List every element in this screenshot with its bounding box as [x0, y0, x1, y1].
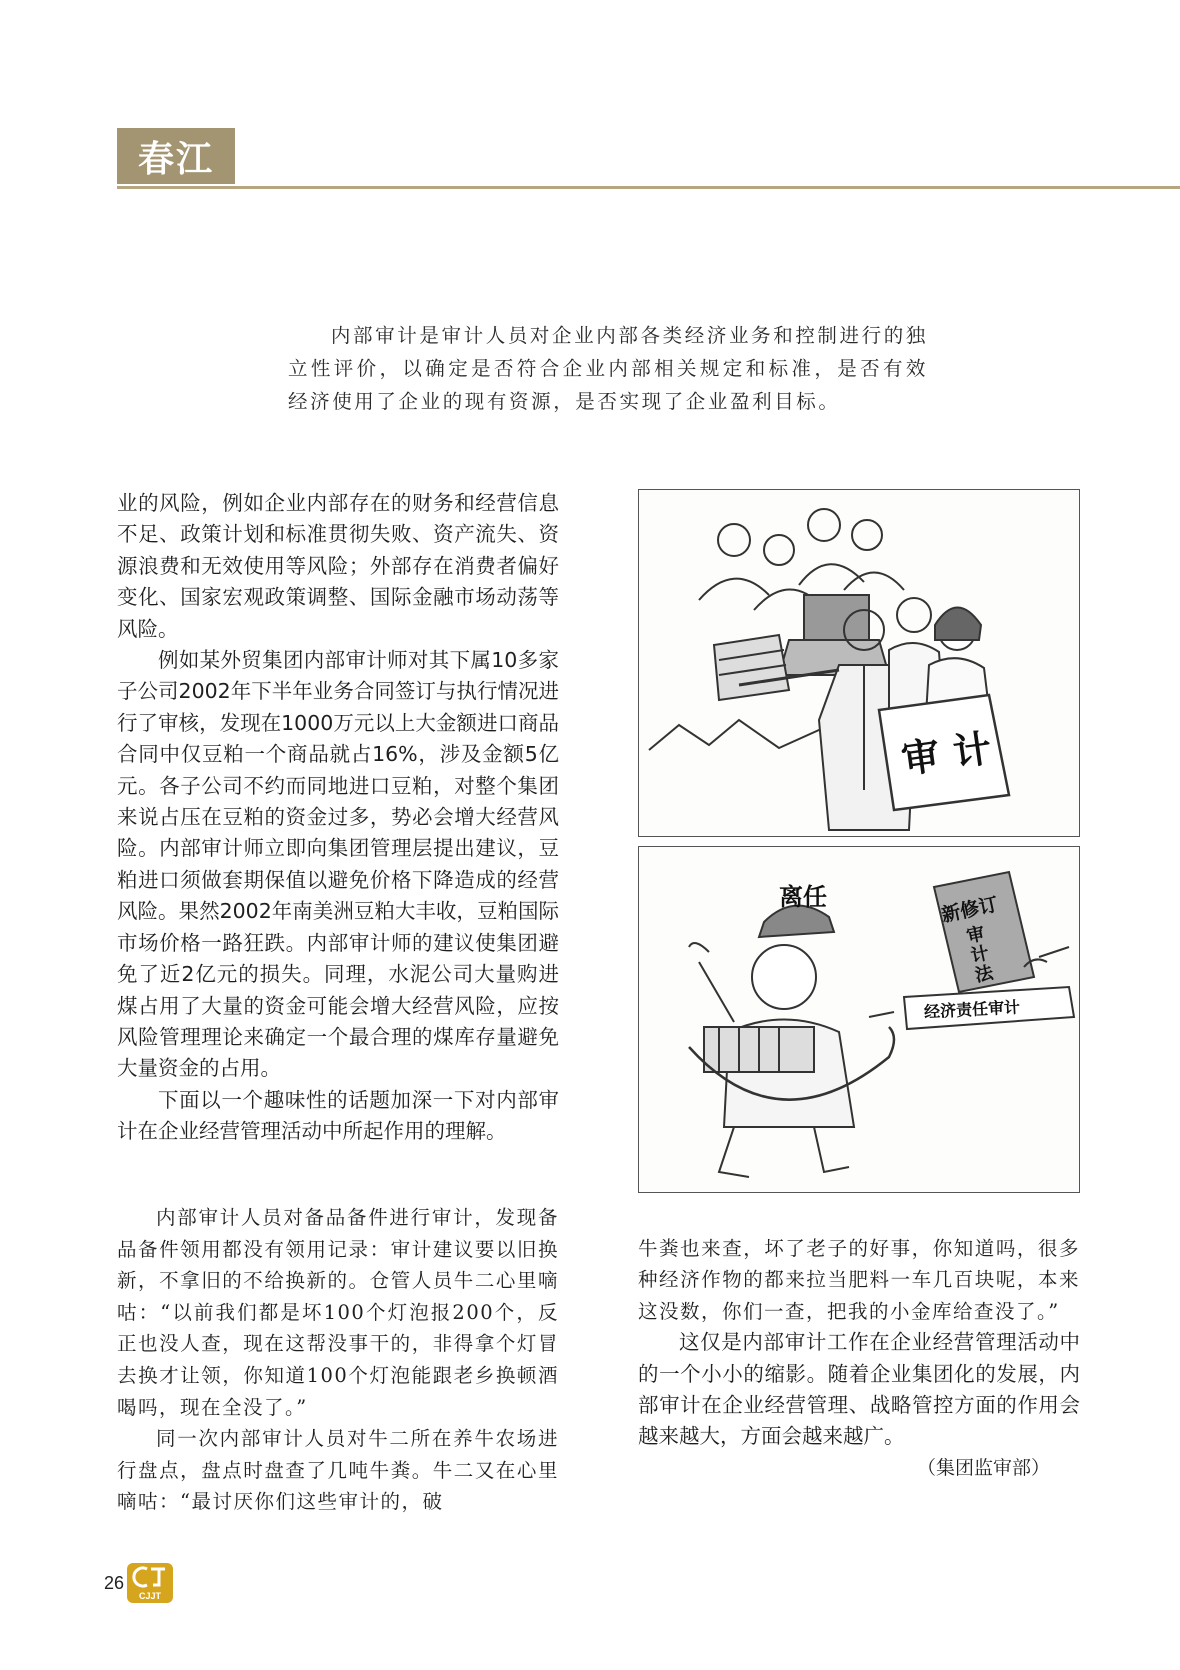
hat-label: 离任 — [779, 883, 827, 911]
audit-sign-text: 审计 — [898, 723, 1009, 782]
left-column-top — [117, 488, 559, 1148]
left-column-bottom — [117, 1202, 559, 1518]
intro-abstract — [288, 319, 928, 418]
paragraph: 下面以一个趣味性的话题加深一下对内部审计在企业经营管理活动中所起作用的理解。 — [117, 1087, 559, 1144]
banner-text: 经济责任审计 — [923, 997, 1021, 1022]
logo-text: CJJT — [138, 1591, 161, 1601]
paragraph: 内部审计人员对备品备件进行审计，发现备品备件领用都没有领用记录：审计建议要以旧换新，不拿旧的不给换新的。仓管人员牛二心里嘀咕：“以前我们都是坏100个灯泡报200个，反正也没人查，现在这帮没事干的，非得拿个灯冒去换才让领，你知道100个灯泡能跟老乡换顿酒喝吗，现在全没了。” — [117, 1206, 559, 1419]
section-title: 春江 — [117, 128, 235, 184]
intro-paragraph: 内部审计是审计人员对企业内部各类经济业务和控制进行的独立性评价，以确定是否符合企业内部相关规定和标准，是否有效经济使用了企业的现有资源，是否实现了企业盈利目标。 — [288, 324, 928, 413]
cjjt-logo — [127, 1563, 173, 1603]
paragraph: 这仅是内部审计工作在企业经营管理活动中的一个小小的缩影。随着企业集团化的发展，内部审计在企业经营管理、战略管控方面的作用会越来越大，方面会越来越广。 — [638, 1330, 1080, 1449]
right-column-bottom — [638, 1233, 1080, 1484]
header-divider — [117, 186, 1180, 189]
departure-audit-illustration — [638, 846, 1080, 1193]
paragraph: 例如某外贸集团内部审计师对其下属10多家子公司2002年下半年业务合同签订与执行情况进行了审核，发现在1000万元以上大金额进口商品合同中仅豆粕一个商品就占16%，涉及金额5亿元。各子公司不约而同地进口豆粕，对整个集团来说占压在豆粕的资金过多，势必会增大经营风险。内部审计师立即向集团管理层提出建议，豆粕进口须做套期保值以避免价格下降造成的经营风险。果然2002年南美洲豆粕大丰收，豆粕国际市场价格一路狂跌。内部审计师的建议使集团避免了近2亿元的损失。同理，水泥公司大量购进煤占用了大量的资金可能会增大经营风险，应按风险管理理论来确定一个最合理的煤库存量避免大量资金的占用。 — [117, 648, 559, 1081]
paragraph: 牛粪也来查，坏了老子的好事，你知道吗，很多种经济作物的都来拉当肥料一车几百块呢，本来这没数，你们一查，把我的小金库给查没了。” — [638, 1237, 1080, 1323]
paragraph: 同一次内部审计人员对牛二所在养牛农场进行盘点，盘点时盘查了几吨牛粪。牛二又在心里嘀咕：“最讨厌你们这些审计的，破 — [117, 1427, 559, 1514]
book-title-line2: 审计法 — [964, 923, 996, 987]
audit-team-illustration — [638, 489, 1080, 837]
signature: （集团监审部） — [916, 1456, 1050, 1479]
paragraph: 业的风险，例如企业内部存在的财务和经营信息不足、政策计划和标准贯彻失败、资产流失、资源浪费和无效使用等风险；外部存在消费者偏好变化、国家宏观政策调整、国际金融市场动荡等风险。 — [117, 491, 559, 641]
book-title-line1: 新修订 — [939, 893, 1000, 927]
page-number: 26 — [104, 1573, 125, 1593]
